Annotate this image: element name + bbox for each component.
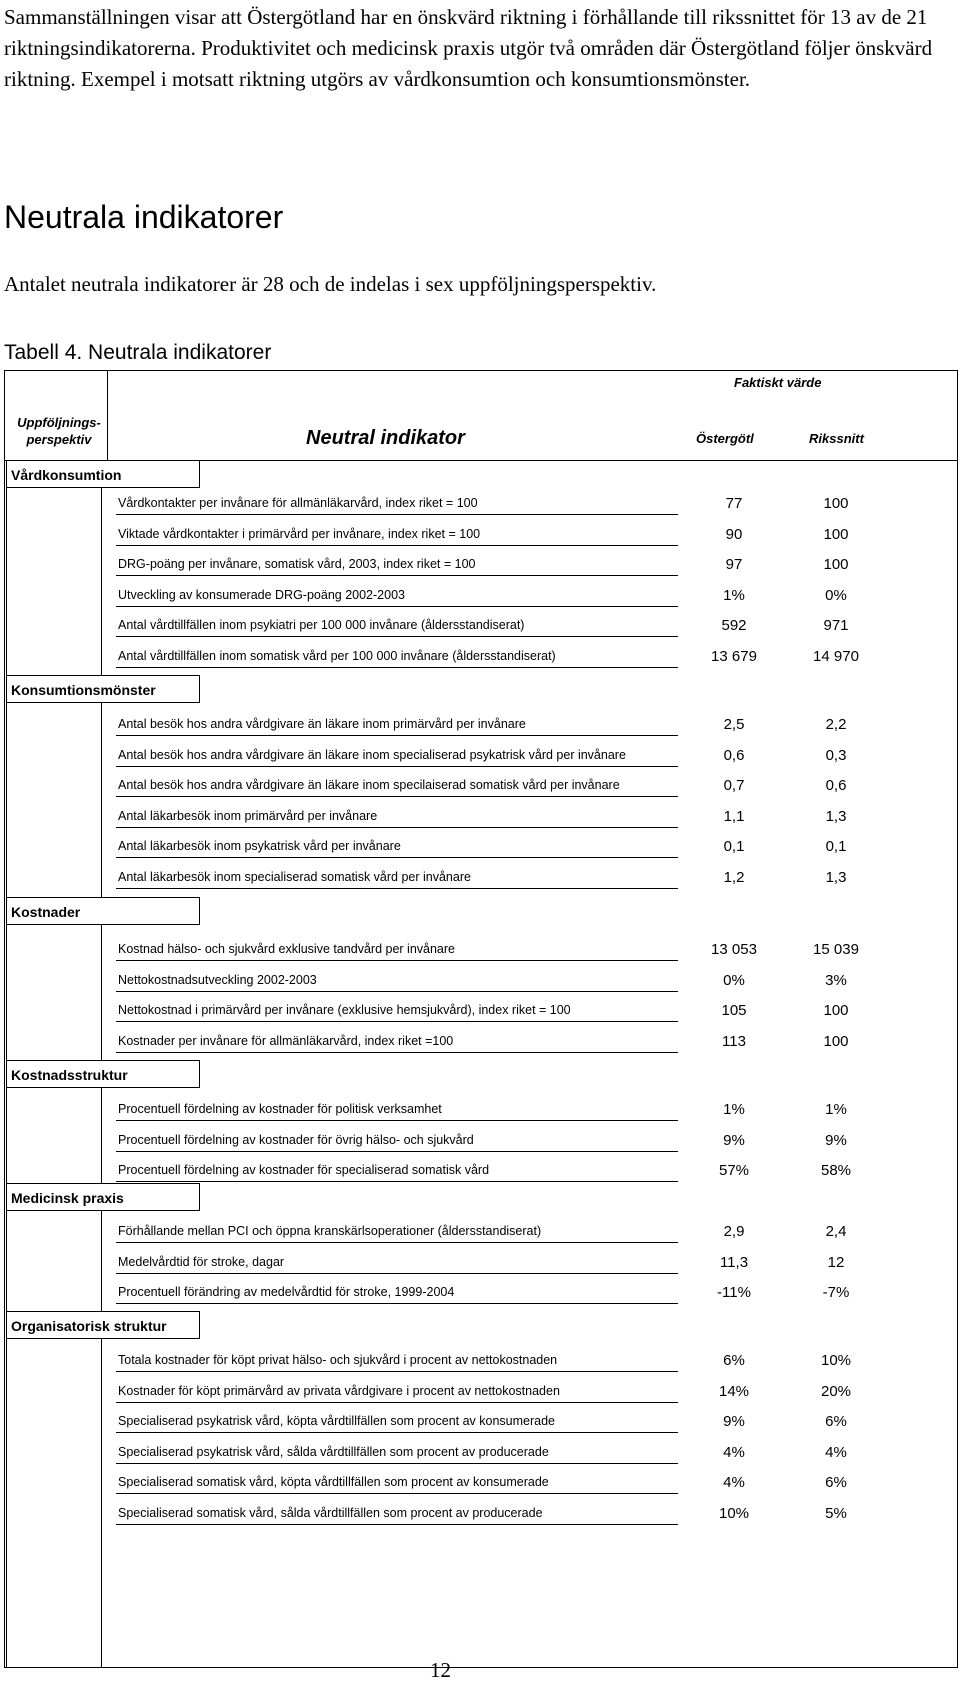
table-row [116,645,956,673]
header-divider [107,370,108,460]
national-value: 100 [823,526,849,543]
region-value: -11% [717,1284,751,1301]
indicator-label: Utveckling av konsumerade DRG-poäng 2002-2003 [118,588,405,602]
national-value: 6% [825,1413,847,1430]
table-row [116,614,956,642]
row-underline [116,766,678,767]
actual-value-header: Faktiskt värde [734,375,822,390]
national-value: 58% [820,1162,852,1179]
region-value: 0% [723,972,745,989]
national-value: 15 039 [813,941,859,958]
region-value: 97 [725,556,743,573]
region-value: 1% [723,587,745,604]
national-value: 1,3 [825,808,847,825]
indicator-label: Antal läkarbesök inom psykatrisk vård per invånare [118,839,401,853]
row-underline [116,888,678,889]
row-underline [116,1181,678,1182]
region-value: 592 [721,617,747,634]
region-value: 1,2 [723,869,745,886]
indicator-label: Kostnader per invånare för allmänläkarvård, index riket =100 [118,1034,454,1048]
table-row [116,774,956,802]
national-value: 5% [825,1505,847,1522]
row-underline [116,1151,678,1152]
region-value: 57% [718,1162,750,1179]
indicator-label: Procentuell förändring av medelvårdtid för stroke, 1999-2004 [118,1285,455,1299]
national-value: 2,2 [825,716,847,733]
region-value: 4% [723,1474,745,1491]
section-label: Medicinsk praxis [6,1183,200,1211]
row-underline [116,857,678,858]
table-row [116,938,956,966]
national-header: Rikssnitt [809,431,864,446]
row-underline [116,1463,678,1464]
region-value: 1% [723,1101,745,1118]
row-underline [116,606,678,607]
national-value: 0,3 [825,747,847,764]
row-underline [116,1242,678,1243]
row-underline [116,1273,678,1274]
table-row [116,1220,956,1248]
national-value: 6% [825,1474,847,1491]
national-value: 1% [825,1101,847,1118]
row-underline [116,796,678,797]
national-value: 2,4 [825,1223,847,1240]
row-underline [116,1371,678,1372]
region-value: 4% [723,1444,745,1461]
indicator-label: Vårdkontakter per invånare för allmänläkarvård, index riket = 100 [118,496,478,510]
national-value: 20% [820,1383,852,1400]
indicator-label: Viktade vårdkontakter i primärvård per invånare, index riket = 100 [118,527,481,541]
national-value: 100 [823,1002,849,1019]
indicator-label: Specialiserad somatisk vård, sålda vårdtillfällen som procent av producerade [118,1506,543,1520]
section-label: Kostnadsstruktur [6,1060,200,1088]
table-row [116,1502,956,1530]
indicator-label: Förhållande mellan PCI och öppna kranskärlsoperationer (åldersstandiserat) [118,1224,542,1238]
indicator-label: Antal vårdtillfällen inom somatisk vård per 100 000 invånare (åldersstandiserat) [118,649,556,663]
indicator-label: Specialiserad psykatrisk vård, köpta vårdtillfällen som procent av konsumerade [118,1414,556,1428]
row-underline [116,1524,678,1525]
row-underline [116,827,678,828]
region-value: 14% [718,1383,750,1400]
table-row [116,999,956,1027]
table-row [116,1281,956,1309]
indicator-header: Neutral indikator [306,427,465,449]
indicator-label: Antal besök hos andra vårdgivare än läkare inom specialiserad psykatrisk vård per invånare [118,748,626,762]
table-row [116,1441,956,1469]
row-underline [116,1432,678,1433]
indicator-label: Antal besök hos andra vårdgivare än läkare inom primärvård per invånare [118,717,526,731]
indicator-label: Procentuell fördelning av kostnader för politisk verksamhet [118,1102,442,1116]
national-value: 0% [825,587,847,604]
section-rule [6,487,7,675]
region-value: 2,9 [723,1223,745,1240]
section-rule [101,1338,102,1668]
row-underline [116,1021,678,1022]
national-value: 3% [825,972,847,989]
region-header: Östergötl [696,431,754,446]
region-value: 113 [722,1033,746,1050]
row-underline [116,667,678,668]
section-label: Kostnader [6,897,200,925]
row-underline [116,636,678,637]
section-label: Konsumtionsmönster [6,675,200,703]
region-value: 11,3 [719,1254,749,1271]
table-row [116,1410,956,1438]
table-row [116,1030,956,1058]
intro-paragraph: Sammanställningen visar att Östergötland har en önskvärd riktning i förhållande till rikssnittet för 13 av de 21 riktningsindikatorerna. Produktivitet och medicinsk praxis utgör två områden där Östergötland följer önskvärd riktning. Exempel i motsatt riktning utgörs av vårdkonsumtion och konsumtionsmönster. [4,5,933,91]
section-rule [101,702,102,897]
national-value: 100 [823,495,849,512]
indicator-label: Medelvårdtid för stroke, dagar [118,1255,285,1269]
indicator-label: Antal besök hos andra vårdgivare än läkare inom specilaiserad somatisk vård per invånare [118,778,620,792]
indicator-label: DRG-poäng per invånare, somatisk vård, 2003, index riket = 100 [118,557,476,571]
section-rule [101,924,102,1060]
national-value: -7% [822,1284,850,1301]
row-underline [116,575,678,576]
section-rule [101,1087,102,1183]
table-row [116,969,956,997]
region-value: 1,1 [723,808,745,825]
region-value: 0,7 [723,777,745,794]
table-row [116,1098,956,1126]
region-value: 77 [725,495,743,512]
perspective-header-line1: Uppföljnings- [17,415,101,430]
region-value: 2,5 [723,716,745,733]
section-rule [6,702,7,897]
section-rule [6,924,7,1060]
section-rule [6,1210,7,1311]
national-value: 12 [827,1254,845,1271]
indicator-label: Antal vårdtillfällen inom psykiatri per 100 000 invånare (åldersstandiserat) [118,618,525,632]
section-label: Organisatorisk struktur [6,1311,200,1339]
row-underline [116,1493,678,1494]
indicator-label: Totala kostnader för köpt privat hälso- och sjukvård i procent av nettokostnaden [118,1353,558,1367]
indicator-label: Procentuell fördelning av kostnader för specialiserad somatisk vård [118,1163,490,1177]
row-underline [116,1120,678,1121]
region-value: 10% [718,1505,750,1522]
national-value: 1,3 [825,869,847,886]
section-rule [6,1087,7,1183]
table-row [116,553,956,581]
region-value: 90 [725,526,743,543]
table-row [116,713,956,741]
table-caption: Tabell 4. Neutrala indikatorer [4,341,272,364]
row-underline [116,1052,678,1053]
row-underline [116,514,678,515]
row-underline [116,1303,678,1304]
indicator-label: Kostnad hälso- och sjukvård exklusive tandvård per invånare [118,942,455,956]
national-value: 14 970 [813,648,859,665]
national-value: 0,6 [825,777,847,794]
row-underline [116,960,678,961]
row-underline [116,545,678,546]
row-underline [116,735,678,736]
section-rule [101,1210,102,1311]
indicator-label: Kostnader för köpt primärvård av privata vårdgivare i procent av nettokostnaden [118,1384,560,1398]
national-value: 0,1 [825,838,847,855]
national-value: 971 [823,617,849,634]
page-number: 12 [430,1658,451,1682]
national-value: 100 [823,1033,849,1050]
section-rule [101,487,102,675]
region-value: 0,6 [723,747,745,764]
indicator-label: Procentuell fördelning av kostnader för övrig hälso- och sjukvård [118,1133,474,1147]
table-row [116,1251,956,1279]
indicator-label: Specialiserad somatisk vård, köpta vårdtillfällen som procent av konsumerade [118,1475,549,1489]
region-value: 0,1 [723,838,745,855]
indicator-label: Antal läkarbesök inom specialiserad somatisk vård per invånare [118,870,471,884]
neutral-indicators-table [4,370,958,1668]
indicator-label: Antal läkarbesök inom primärvård per invånare [118,809,378,823]
indicator-label: Nettokostnadsutveckling 2002-2003 [118,973,317,987]
table-row [116,1349,956,1377]
table-row [116,584,956,612]
perspective-header-line2: perspektiv [26,432,92,447]
national-value: 4% [825,1444,847,1461]
region-value: 13 679 [711,648,757,665]
table-row [116,1129,956,1157]
section-heading: Neutrala indikatorer [4,199,284,235]
table-row [116,866,956,894]
region-value: 6% [723,1352,745,1369]
national-value: 10% [820,1352,852,1369]
indicator-label: Specialiserad psykatrisk vård, sålda vårdtillfällen som procent av producerade [118,1445,549,1459]
table-row [116,523,956,551]
region-value: 9% [723,1413,745,1430]
table-row [116,835,956,863]
row-underline [116,1402,678,1403]
region-value: 9% [723,1132,745,1149]
section-rule [6,1338,7,1668]
section-label: Vårdkonsumtion [6,460,200,488]
indicator-label: Nettokostnad i primärvård per invånare (exklusive hemsjukvård), index riket = 100 [118,1003,571,1017]
region-value: 13 053 [711,941,757,958]
table-row [116,492,956,520]
table-row [116,1159,956,1187]
table-row [116,805,956,833]
national-value: 100 [823,556,849,573]
table-row [116,744,956,772]
region-value: 105 [721,1002,747,1019]
row-underline [116,991,678,992]
national-value: 9% [825,1132,847,1149]
count-paragraph: Antalet neutrala indikatorer är 28 och de indelas i sex uppföljningsperspektiv. [4,272,657,296]
table-row [116,1380,956,1408]
table-row [116,1471,956,1499]
